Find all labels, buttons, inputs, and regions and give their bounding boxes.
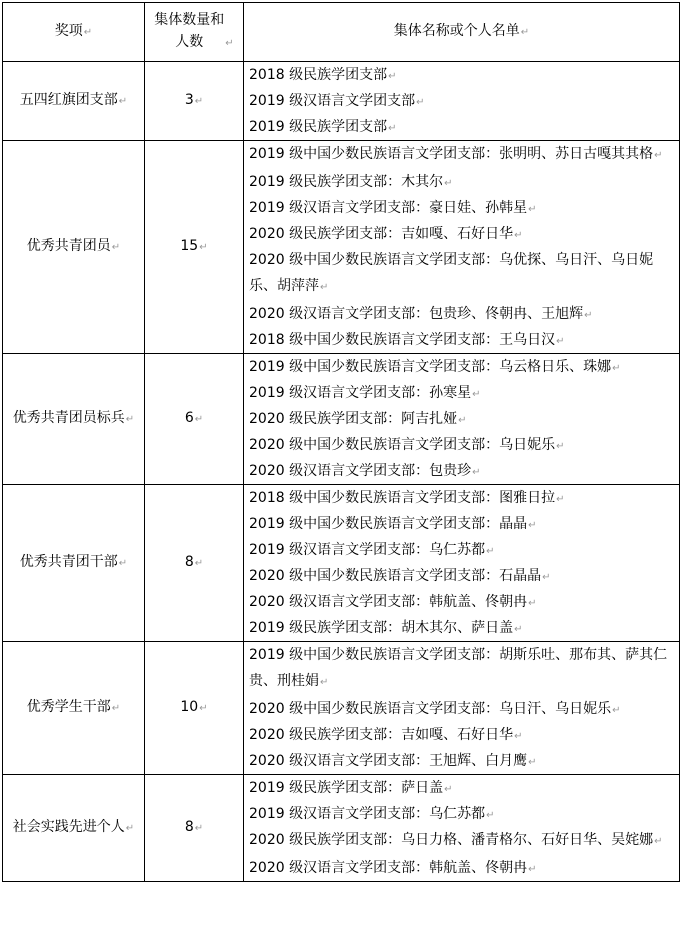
name-line: 2019 级民族学团支部↵ (249, 119, 397, 135)
header-names: 集体名称或个人名单↵ (244, 3, 680, 62)
name-line: 2019 级汉语言文学团支部：乌仁苏都↵ (249, 806, 495, 822)
award-cell: 社会实践先进个人↵ (3, 775, 145, 882)
name-line: 2019 级民族学团支部：木其尔↵ (249, 174, 453, 190)
award-cell: 五四红旗团支部↵ (3, 62, 145, 141)
count-value: 15 (180, 238, 199, 254)
name-line: 2020 级汉语言文学团支部：包贵珍、佟朝冉、王旭辉↵ (249, 306, 593, 322)
table-row (3, 62, 680, 141)
count-value: 8 (184, 554, 194, 570)
awards-table (2, 2, 680, 882)
name-line: 2020 级民族学团支部：乌日力格、潘青格尔、石好日华、吴姹娜↵ (249, 832, 663, 848)
count-value: 10 (180, 699, 199, 715)
table-row (3, 141, 680, 354)
count-cell: 3↵ (145, 62, 244, 141)
name-line: 2020 级汉语言文学团支部：王旭辉、白月鹰↵ (249, 753, 537, 769)
name-line: 2020 级中国少数民族语言文学团支部：乌优探、乌日汗、乌日妮乐、胡萍萍↵ (249, 252, 654, 294)
table-row (3, 485, 680, 642)
award-name: 优秀共青团员标兵 (12, 410, 125, 426)
table-row (3, 642, 680, 775)
name-line: 2020 级中国少数民族语言文学团支部：石晶晶↵ (249, 568, 551, 584)
count-cell: 15↵ (145, 141, 244, 354)
count-cell: 10↵ (145, 642, 244, 775)
name-line: 2019 级中国少数民族语言文学团支部：晶晶↵ (249, 516, 537, 532)
name-line: 2019 级民族学团支部：胡木其尔、萨日盖↵ (249, 620, 523, 636)
name-line: 2019 级中国少数民族语言文学团支部：胡斯乐吐、那布其、萨其仁贵、刑桂娟↵ (249, 647, 668, 689)
award-name: 社会实践先进个人 (12, 819, 125, 835)
table-row (3, 775, 680, 882)
count-cell: 8↵ (145, 775, 244, 882)
names-cell (244, 62, 680, 141)
name-line: 2019 级中国少数民族语言文学团支部：乌云格日乐、珠娜↵ (249, 359, 621, 375)
name-line: 2019 级汉语言文学团支部↵ (249, 93, 425, 109)
name-line: 2018 级民族学团支部↵ (249, 67, 397, 83)
names-cell (244, 354, 680, 485)
header-row (3, 3, 680, 62)
name-line: 2020 级汉语言文学团支部：韩航盖、佟朝冉↵ (249, 594, 537, 610)
name-line: 2020 级民族学团支部：吉如嘎、石好日华↵ (249, 226, 523, 242)
name-line: 2019 级民族学团支部：萨日盖↵ (249, 780, 453, 796)
award-name: 五四红旗团支部 (19, 92, 118, 108)
name-line: 2020 级中国少数民族语言文学团支部：乌日妮乐↵ (249, 437, 565, 453)
names-cell (244, 141, 680, 354)
name-line: 2020 级中国少数民族语言文学团支部：乌日汗、乌日妮乐↵ (249, 701, 621, 717)
award-name: 优秀学生干部 (26, 699, 111, 715)
count-value: 6 (184, 410, 194, 426)
names-cell (244, 775, 680, 882)
award-cell: 优秀共青团干部↵ (3, 485, 145, 642)
name-line: 2018 级中国少数民族语言文学团支部：王乌日汉↵ (249, 332, 565, 348)
table-row (3, 354, 680, 485)
award-cell: 优秀共青团员↵ (3, 141, 145, 354)
name-line: 2020 级汉语言文学团支部：包贵珍↵ (249, 463, 481, 479)
names-cell (244, 642, 680, 775)
header-award: 奖项↵ (3, 3, 145, 62)
count-value: 8 (184, 819, 194, 835)
name-line: 2019 级汉语言文学团支部：乌仁苏都↵ (249, 542, 495, 558)
name-line: 2018 级中国少数民族语言文学团支部：图雅日拉↵ (249, 490, 565, 506)
award-cell: 优秀学生干部↵ (3, 642, 145, 775)
name-line: 2019 级中国少数民族语言文学团支部：张明明、苏日古嘎其其格↵ (249, 146, 663, 162)
count-cell: 6↵ (145, 354, 244, 485)
award-name: 优秀共青团员 (26, 238, 111, 254)
award-cell: 优秀共青团员标兵↵ (3, 354, 145, 485)
count-value: 3 (184, 92, 194, 108)
header-count: 集体数量和人数 ↵ (145, 3, 244, 62)
name-line: 2019 级汉语言文学团支部：孙寒星↵ (249, 385, 481, 401)
award-name: 优秀共青团干部 (19, 554, 118, 570)
name-line: 2019 级汉语言文学团支部：豪日娃、孙韩星↵ (249, 200, 537, 216)
count-cell: 8↵ (145, 485, 244, 642)
name-line: 2020 级民族学团支部：吉如嘎、石好日华↵ (249, 727, 523, 743)
name-line: 2020 级民族学团支部：阿吉扎娅↵ (249, 411, 467, 427)
names-cell (244, 485, 680, 642)
name-line: 2020 级汉语言文学团支部：韩航盖、佟朝冉↵ (249, 860, 537, 876)
